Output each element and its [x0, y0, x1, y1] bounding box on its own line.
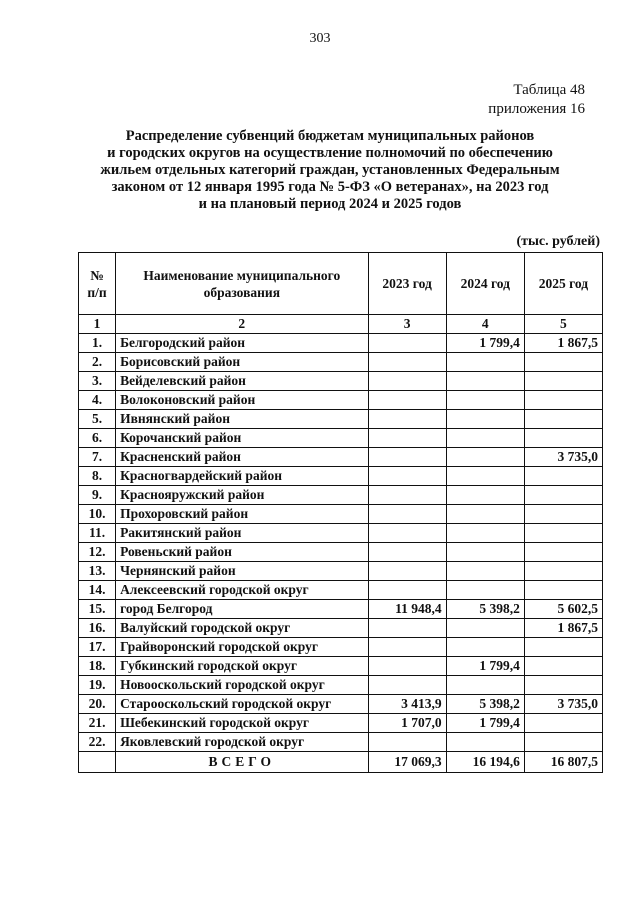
value-2023 — [368, 581, 446, 600]
municipality-name: Яковлевский городской округ — [116, 733, 368, 752]
value-2025 — [524, 486, 602, 505]
total-row — [79, 752, 603, 773]
value-2025 — [524, 562, 602, 581]
row-number: 18. — [79, 657, 116, 676]
table-row — [79, 695, 603, 714]
column-number: 3 — [368, 315, 446, 334]
value-2025: 5 602,5 — [524, 600, 602, 619]
title-line-1: Распределение субвенций бюджетам муниципальных районов — [125, 128, 535, 144]
value-2024 — [446, 562, 524, 581]
table-row — [79, 353, 603, 372]
municipality-name: Новооскольский городской округ — [116, 676, 368, 695]
municipality-name: Чернянский район — [116, 562, 368, 581]
value-2025 — [524, 638, 602, 657]
value-2023 — [368, 638, 446, 657]
value-2025 — [524, 372, 602, 391]
column-number: 1 — [79, 315, 116, 334]
table-row — [79, 581, 603, 600]
value-2023 — [368, 524, 446, 543]
value-2025 — [524, 391, 602, 410]
value-2025 — [524, 353, 602, 372]
municipality-name: Грайворонский городской округ — [116, 638, 368, 657]
value-2024: 5 398,2 — [446, 695, 524, 714]
row-number: 4. — [79, 391, 116, 410]
municipality-name: Старооскольский городской округ — [116, 695, 368, 714]
value-2024 — [446, 638, 524, 657]
value-2023 — [368, 619, 446, 638]
row-number: 11. — [79, 524, 116, 543]
value-2023 — [368, 505, 446, 524]
value-2025 — [524, 524, 602, 543]
subvention-table — [78, 252, 603, 773]
value-2025 — [524, 429, 602, 448]
header-row — [79, 253, 603, 315]
value-2024 — [446, 467, 524, 486]
municipality-name: Краснояружский район — [116, 486, 368, 505]
value-2025 — [524, 581, 602, 600]
value-2023 — [368, 410, 446, 429]
municipality-name: Корочанский район — [116, 429, 368, 448]
table-row — [79, 467, 603, 486]
value-2024 — [446, 524, 524, 543]
table-row — [79, 429, 603, 448]
title-line-4: законом от 12 января 1995 года № 5-ФЗ «О ветеранах», на 2023 год — [111, 179, 549, 195]
value-2023 — [368, 486, 446, 505]
table-row — [79, 372, 603, 391]
municipality-name: Борисовский район — [116, 353, 368, 372]
table-row — [79, 505, 603, 524]
table-row — [79, 448, 603, 467]
value-2024 — [446, 676, 524, 695]
value-2023 — [368, 733, 446, 752]
value-2025 — [524, 543, 602, 562]
table-row — [79, 676, 603, 695]
table-row — [79, 562, 603, 581]
municipality-name: Волоконовский район — [116, 391, 368, 410]
value-2023: 1 707,0 — [368, 714, 446, 733]
value-2023 — [368, 448, 446, 467]
value-2023 — [368, 372, 446, 391]
table-row — [79, 619, 603, 638]
value-2025: 1 867,5 — [524, 619, 602, 638]
row-number: 9. — [79, 486, 116, 505]
municipality-name: Белгородский район — [116, 334, 368, 353]
total-2025: 16 807,5 — [524, 752, 602, 773]
value-2024 — [446, 505, 524, 524]
column-number: 5 — [524, 315, 602, 334]
column-number: 2 — [116, 315, 368, 334]
row-number: 22. — [79, 733, 116, 752]
table-row — [79, 733, 603, 752]
municipality-name: город Белгород — [116, 600, 368, 619]
value-2024 — [446, 733, 524, 752]
value-2024: 1 799,4 — [446, 657, 524, 676]
document-title — [70, 128, 590, 213]
value-2024 — [446, 619, 524, 638]
value-2025 — [524, 467, 602, 486]
value-2023 — [368, 657, 446, 676]
value-2025: 1 867,5 — [524, 334, 602, 353]
municipality-name: Шебекинский городской округ — [116, 714, 368, 733]
row-number: 3. — [79, 372, 116, 391]
table-body — [79, 315, 603, 752]
row-number: 13. — [79, 562, 116, 581]
value-2023 — [368, 562, 446, 581]
value-2024: 5 398,2 — [446, 600, 524, 619]
table-reference-line-1: Таблица 48 — [513, 82, 585, 98]
municipality-name: Красненский район — [116, 448, 368, 467]
page-number: 303 — [309, 31, 331, 46]
municipality-name: Губкинский городской округ — [116, 657, 368, 676]
table-row — [79, 714, 603, 733]
header-name: Наименование муниципального образования — [116, 253, 368, 315]
units-label: (тыс. рублей) — [516, 234, 600, 249]
title-line-5: и на плановый период 2024 и 2025 годов — [198, 196, 462, 212]
value-2023 — [368, 543, 446, 562]
table-reference-line-2: приложения 16 — [488, 101, 585, 117]
municipality-name: Ракитянский район — [116, 524, 368, 543]
row-number: 8. — [79, 467, 116, 486]
value-2024 — [446, 448, 524, 467]
header-2023: 2023 год — [368, 253, 446, 315]
table-row — [79, 486, 603, 505]
row-number: 19. — [79, 676, 116, 695]
row-number: 15. — [79, 600, 116, 619]
value-2025: 3 735,0 — [524, 695, 602, 714]
column-number-row — [79, 315, 603, 334]
municipality-name: Ивнянский район — [116, 410, 368, 429]
row-number: 5. — [79, 410, 116, 429]
row-number: 2. — [79, 353, 116, 372]
municipality-name: Красногвардейский район — [116, 467, 368, 486]
header-number: № п/п — [79, 253, 116, 315]
value-2024 — [446, 543, 524, 562]
municipality-name: Прохоровский район — [116, 505, 368, 524]
value-2025 — [524, 505, 602, 524]
value-2023 — [368, 429, 446, 448]
title-line-3: жильем отдельных категорий граждан, установленных Федеральным — [100, 162, 560, 178]
row-number: 17. — [79, 638, 116, 657]
total-2023: 17 069,3 — [368, 752, 446, 773]
value-2025 — [524, 676, 602, 695]
municipality-name: Вейделевский район — [116, 372, 368, 391]
value-2023 — [368, 353, 446, 372]
table-row — [79, 524, 603, 543]
total-2024: 16 194,6 — [446, 752, 524, 773]
value-2024 — [446, 486, 524, 505]
row-number: 21. — [79, 714, 116, 733]
municipality-name: Ровеньский район — [116, 543, 368, 562]
row-number: 10. — [79, 505, 116, 524]
value-2025 — [524, 733, 602, 752]
table-reference — [488, 81, 585, 119]
value-2024: 1 799,4 — [446, 714, 524, 733]
header-2025: 2025 год — [524, 253, 602, 315]
title-line-2: и городских округов на осуществление полномочий по обеспечению — [107, 145, 553, 161]
table-row — [79, 638, 603, 657]
value-2025: 3 735,0 — [524, 448, 602, 467]
table-row — [79, 543, 603, 562]
header-2024: 2024 год — [446, 253, 524, 315]
total-number-cell — [79, 752, 116, 773]
municipality-name: Валуйский городской округ — [116, 619, 368, 638]
municipality-name: Алексеевский городской округ — [116, 581, 368, 600]
value-2023 — [368, 334, 446, 353]
value-2023 — [368, 467, 446, 486]
row-number: 7. — [79, 448, 116, 467]
total-label: ВСЕГО — [116, 752, 368, 773]
value-2024 — [446, 581, 524, 600]
column-number: 4 — [446, 315, 524, 334]
table-row — [79, 410, 603, 429]
value-2023 — [368, 676, 446, 695]
value-2023 — [368, 391, 446, 410]
table-row — [79, 391, 603, 410]
value-2024 — [446, 372, 524, 391]
row-number: 6. — [79, 429, 116, 448]
value-2025 — [524, 657, 602, 676]
value-2025 — [524, 714, 602, 733]
value-2024 — [446, 429, 524, 448]
value-2023: 3 413,9 — [368, 695, 446, 714]
value-2024 — [446, 353, 524, 372]
value-2023: 11 948,4 — [368, 600, 446, 619]
table-row — [79, 600, 603, 619]
value-2025 — [524, 410, 602, 429]
table-row — [79, 334, 603, 353]
row-number: 12. — [79, 543, 116, 562]
table-row — [79, 657, 603, 676]
value-2024 — [446, 391, 524, 410]
row-number: 1. — [79, 334, 116, 353]
row-number: 14. — [79, 581, 116, 600]
value-2024 — [446, 410, 524, 429]
row-number: 20. — [79, 695, 116, 714]
value-2024: 1 799,4 — [446, 334, 524, 353]
row-number: 16. — [79, 619, 116, 638]
